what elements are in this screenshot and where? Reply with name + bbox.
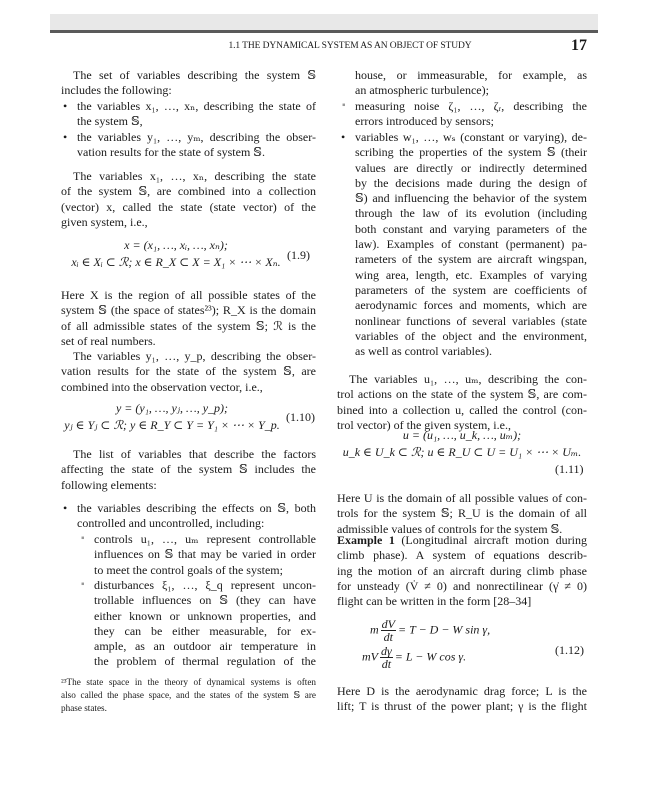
example-heading: [337, 533, 587, 548]
equation-line: y = (y₁, …, yⱼ, …, y_p);: [115, 401, 229, 415]
paragraph: [337, 372, 587, 433]
numerator: dγ: [381, 644, 392, 658]
text-line: the problem of thermal regulation of the: [94, 654, 316, 669]
example-block: [337, 533, 587, 609]
text-line: admissible values of controls for the system 𝕊.: [337, 521, 563, 536]
paragraph: [61, 288, 316, 349]
eq-term: = L − W cos γ.: [394, 649, 467, 664]
text-line: either known or unknown properties, and: [94, 608, 316, 623]
text-line: bined into a collection u, called the control (con-: [337, 402, 587, 417]
bullet-text: [77, 130, 316, 161]
text-line: variables of the object and the environment,: [355, 328, 587, 343]
example-title: (Longitudinal aircraft motion during: [394, 533, 587, 547]
eq-term: m: [370, 622, 379, 637]
text-line: combined into the observation vector, i.e.,: [61, 379, 263, 394]
text-line: as well as control variables).: [355, 344, 492, 359]
text-line: the variables y₁, …, yₘ, describing the obser-: [77, 130, 316, 144]
text-line: vation results for the state of system 𝕊.: [77, 145, 265, 160]
bullet-text: [355, 68, 587, 99]
equation-1-11: [337, 427, 587, 461]
bullet-icon: •: [63, 99, 68, 113]
equation-number: (1.9): [287, 248, 310, 262]
text-line: variables w₁, …, wₛ (constant or varying), de-: [355, 130, 587, 144]
denominator: dt: [383, 630, 394, 644]
bullet-text: [77, 501, 316, 532]
equation-1-10: [61, 400, 283, 434]
equation-line: x = (x₁, …, xᵢ, …, xₙ);: [124, 238, 228, 252]
text-line: they can be either measurable, for ex-: [94, 623, 316, 638]
bullet-item: [63, 99, 316, 130]
text-line: an atmospheric turbulence);: [355, 83, 489, 98]
text-line: system 𝕊 (the space of states²³); R_X is the domain: [61, 303, 316, 318]
text-line: the variables describing the effects on 𝕊, both: [77, 501, 316, 515]
bullet-icon: •: [63, 130, 68, 144]
text-line: parameters of the system are coefficients of: [355, 282, 587, 297]
text-line: through the law of its evolution (including: [355, 206, 587, 221]
text-line: set of real numbers.: [61, 333, 156, 348]
text-line: wing area, length, etc. Examples of varying: [355, 267, 587, 282]
text-line: also called the phase space, and the states of the system 𝕊 are: [61, 690, 316, 700]
eq-term: mV: [362, 649, 378, 664]
equation-number: (1.11): [555, 462, 584, 476]
paragraph: [337, 491, 587, 537]
fraction: [380, 645, 393, 670]
text-line: scribing the properties of the system 𝕊 (their: [355, 145, 587, 160]
text-line: house, or immeasurable, for example, as: [355, 68, 587, 82]
text-line: Here D is the aerodynamic drag force; L is the: [337, 684, 587, 698]
equation-line: [362, 645, 550, 670]
bullet-text: [355, 99, 587, 130]
text-line: The set of variables describing the system 𝕊: [73, 68, 316, 82]
paragraph: [61, 68, 316, 99]
square-bullet-icon: ▪: [81, 579, 85, 590]
text-line: both constant and varying parameters of the: [355, 221, 587, 236]
text-line: The variables u₁, …, uₘ, describing the con-: [349, 372, 587, 386]
bullet-text: [94, 578, 316, 670]
square-bullet-icon: ▪: [81, 533, 85, 544]
text-line: the system 𝕊,: [77, 114, 143, 129]
paragraph: [337, 684, 587, 715]
top-band: [50, 14, 598, 30]
equation-number: (1.12): [555, 643, 584, 657]
text-line: ample, as an outdoor air temperature in: [94, 639, 316, 654]
text-line: trol vector) of the given system, i.e.,: [337, 417, 511, 432]
bullet-icon: •: [63, 501, 68, 515]
text-line: trollable influences on 𝕊 (they can have: [94, 593, 316, 608]
text-line: Here X is the region of all possible states of the: [61, 288, 316, 302]
square-bullet-icon: ▪: [342, 100, 346, 111]
text-line: includes the following:: [61, 83, 172, 98]
paragraph: [61, 169, 316, 230]
text-line: to meet the control goals of the system;: [94, 562, 283, 577]
text-line: law). Examples of constant (permanent) pa-: [355, 237, 587, 252]
text-line: The variables x₁, …, xₙ, describing the state: [73, 169, 316, 183]
sub-bullet-item: [81, 532, 316, 578]
text-line: lift; T is thrust of the power plant; γ is the flight: [337, 699, 587, 714]
text-line: trol actions on the state of the system 𝕊, are com-: [337, 387, 587, 402]
text-line: flight can be written in the form [28–34]: [337, 594, 532, 609]
text-line: nonlinear functions of several variables (state: [355, 313, 587, 328]
text-line: aerodynamic forces and moments, which are: [355, 298, 587, 313]
text-line: The list of variables that describe the factors: [73, 447, 316, 461]
text-line: (vector) x, called the state (state vector) of the: [61, 199, 316, 214]
equation-1-9: [61, 237, 291, 271]
bullet-text: [355, 130, 587, 359]
text-line: climb phase). A system of equations describ-: [337, 548, 587, 563]
bullet-text: [77, 99, 316, 130]
text-line: values are directly or indirectly determined: [355, 160, 587, 175]
equation-number: (1.10): [286, 410, 315, 424]
text-line: following elements:: [61, 477, 157, 492]
eq-term: = T − D − W sin γ,: [398, 622, 491, 637]
text-line: of all admissible states of the system 𝕊; ℛ is the: [61, 318, 316, 333]
sub-bullet-item: [81, 578, 316, 670]
equation-line: u = (u₁, …, u_k, …, uₘ);: [402, 428, 522, 442]
equation-1-12: [362, 617, 550, 671]
text-line: measuring noise ζ₁, …, ζᵣ, describing the: [355, 99, 587, 113]
text-line: ing the motion of an aircraft during climb phase: [337, 563, 587, 578]
bullet-text: [94, 532, 316, 578]
equation-line: xᵢ ∈ Xᵢ ⊂ ℛ; x ∈ R_X ⊂ X = X₁ × ⋯ × Xₙ.: [71, 255, 281, 269]
text-line: The variables y₁, …, y_p, describing the obser-: [73, 349, 316, 363]
fraction: [381, 618, 396, 643]
bullet-item: [63, 501, 316, 532]
example-label: Example 1: [337, 533, 395, 547]
text-line: the variables x₁, …, xₙ, describing the state of: [77, 99, 316, 113]
text-line: controls u₁, …, uₘ represent controllable: [94, 532, 316, 546]
text-line: ²³The state space in the theory of dynamical systems is often: [61, 677, 316, 687]
page-number: 17: [571, 37, 587, 54]
text-line: phase states.: [61, 703, 107, 713]
text-line: vation results for the state of the system 𝕊, are: [61, 364, 316, 379]
bullet-item: [341, 130, 587, 359]
equation-line: u_k ∈ U_k ⊂ ℛ; u ∈ R_U ⊂ U = U₁ × ⋯ × Uₘ.: [342, 445, 582, 459]
equation-line: [370, 618, 550, 643]
text-line: 𝕊) and influencing the behavior of the system: [355, 191, 587, 206]
text-line: influences on 𝕊 that may be varied in order: [94, 547, 316, 562]
numerator: dV: [381, 617, 396, 631]
text-line: affecting the state of the system 𝕊 includes the: [61, 462, 316, 477]
bullet-icon: •: [341, 130, 346, 144]
text-line: controlled and uncontrolled, including:: [77, 516, 265, 531]
text-line: disturbances ξ₁, …, ξ_q represent uncon-: [94, 578, 316, 592]
example-text: [337, 548, 587, 609]
sub-bullet-continuation: [355, 68, 587, 99]
text-line: Here U is the domain of all possible values of con-: [337, 491, 587, 505]
bullet-item: [63, 130, 316, 161]
header-rule: [50, 30, 598, 33]
running-title: 1.1 THE DYNAMICAL SYSTEM AS AN OBJECT OF STUDY: [228, 41, 472, 51]
paragraph: [61, 447, 316, 493]
text-line: errors introduced by sensors;: [355, 114, 494, 129]
text-line: given system, i.e.,: [61, 214, 148, 229]
denominator: dt: [381, 657, 392, 671]
text-line: for unsteady (V̇ ≠ 0) and nonrectilinear (γ̇ ≠ 0): [337, 578, 587, 593]
paragraph: [61, 349, 316, 395]
text-line: trols for the system 𝕊; R_U is the domain of all: [337, 506, 587, 521]
sub-bullet-item: [342, 99, 587, 130]
equation-line: yⱼ ∈ Yⱼ ⊂ ℛ; y ∈ R_Y ⊂ Y = Y₁ × ⋯ × Y_p.: [64, 418, 280, 432]
text-line: of the system 𝕊, are combined into a collection: [61, 184, 316, 199]
text-line: rameters of the system are aircraft wingspan,: [355, 252, 587, 267]
footnote: [61, 676, 316, 715]
text-line: by the decisions made during the design of: [355, 175, 587, 190]
